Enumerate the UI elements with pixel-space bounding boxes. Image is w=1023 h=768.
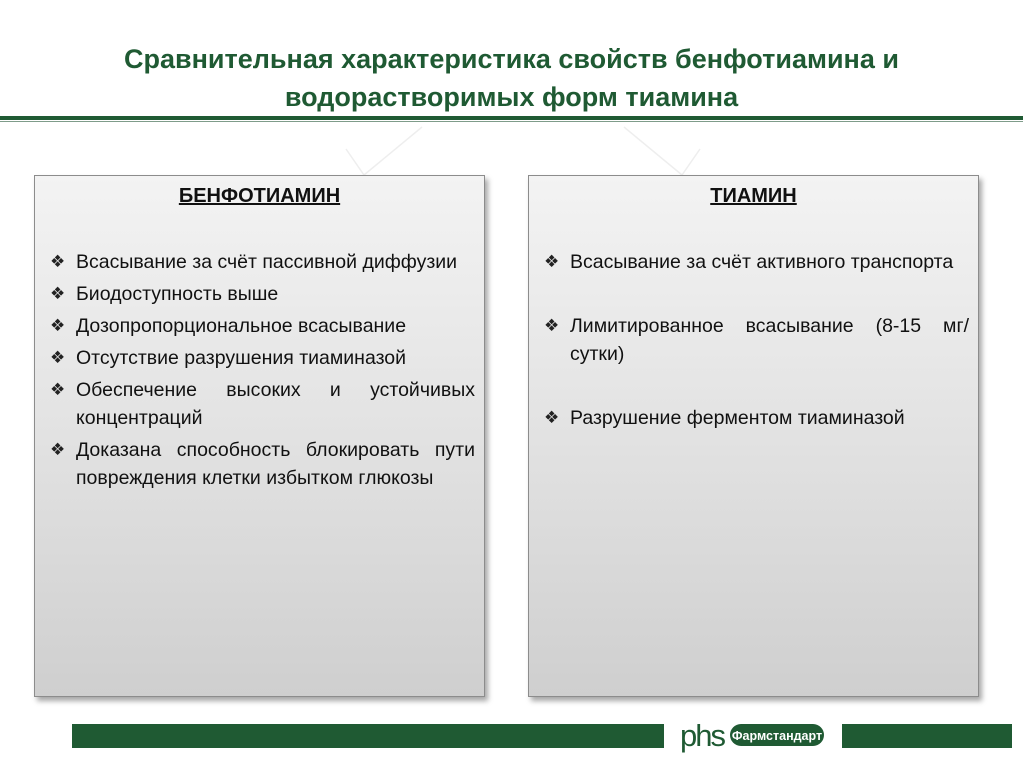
list-item-text: Лимитированное всасывание (8-15 мг/сутки) bbox=[570, 315, 969, 365]
slide-title bbox=[20, 40, 1003, 116]
footer-bar-right bbox=[842, 724, 1012, 748]
slide-title-line-1: Сравнительная характеристика свойств бенфотиамина и bbox=[124, 44, 899, 74]
list-item bbox=[50, 344, 475, 372]
decorative-light-lines bbox=[344, 125, 424, 177]
four-diamond-bullet-icon: ❖ bbox=[50, 252, 66, 271]
benfotiamine-bullet-list bbox=[35, 248, 484, 492]
title-divider-thin bbox=[0, 121, 1023, 122]
list-item bbox=[50, 376, 475, 432]
benfotiamine-card bbox=[34, 175, 485, 697]
four-diamond-bullet-icon: ❖ bbox=[544, 316, 560, 335]
list-item bbox=[50, 312, 475, 340]
four-diamond-bullet-icon: ❖ bbox=[50, 316, 66, 335]
list-item bbox=[544, 312, 969, 368]
list-item bbox=[50, 248, 475, 276]
four-diamond-bullet-icon: ❖ bbox=[544, 408, 560, 427]
decorative-light-lines bbox=[622, 125, 702, 177]
list-item bbox=[50, 436, 475, 492]
list-item-text: Отсутствие разрушения тиаминазой bbox=[76, 347, 407, 369]
benfotiamine-heading: БЕНФОТИАМИН bbox=[178, 185, 341, 207]
logo-company-text: Фармстандарт bbox=[731, 729, 823, 743]
list-item-text: Всасывание за счёт активного транспорта bbox=[570, 251, 954, 273]
logo-mark-text: phs bbox=[680, 718, 724, 753]
list-item bbox=[50, 280, 475, 308]
list-item-text: Обеспечение высоких и устойчивых концентраций bbox=[76, 379, 475, 429]
four-diamond-bullet-icon: ❖ bbox=[544, 252, 560, 271]
thiamine-heading: ТИАМИН bbox=[710, 185, 797, 207]
four-diamond-bullet-icon: ❖ bbox=[50, 284, 66, 303]
list-item-text: Дозопропорциональное всасывание bbox=[76, 315, 407, 337]
list-item bbox=[544, 404, 969, 432]
list-item bbox=[544, 248, 969, 276]
list-item-text: Всасывание за счёт пассивной диффузии bbox=[76, 251, 458, 273]
list-item-text: Доказана способность блокировать пути повреждения клетки избытком глюкозы bbox=[76, 439, 475, 489]
slide-title-line-2: водорастворимых форм тиамина bbox=[284, 82, 739, 112]
footer-bar-left bbox=[72, 724, 664, 748]
list-item-text: Биодоступность выше bbox=[76, 283, 279, 305]
four-diamond-bullet-icon: ❖ bbox=[50, 440, 66, 459]
four-diamond-bullet-icon: ❖ bbox=[50, 348, 66, 367]
title-divider bbox=[0, 116, 1023, 120]
pharmstandard-logo bbox=[678, 717, 828, 753]
list-item-text: Разрушение ферментом тиаминазой bbox=[570, 407, 905, 429]
thiamine-card bbox=[528, 175, 979, 697]
four-diamond-bullet-icon: ❖ bbox=[50, 380, 66, 399]
thiamine-bullet-list bbox=[529, 248, 978, 432]
